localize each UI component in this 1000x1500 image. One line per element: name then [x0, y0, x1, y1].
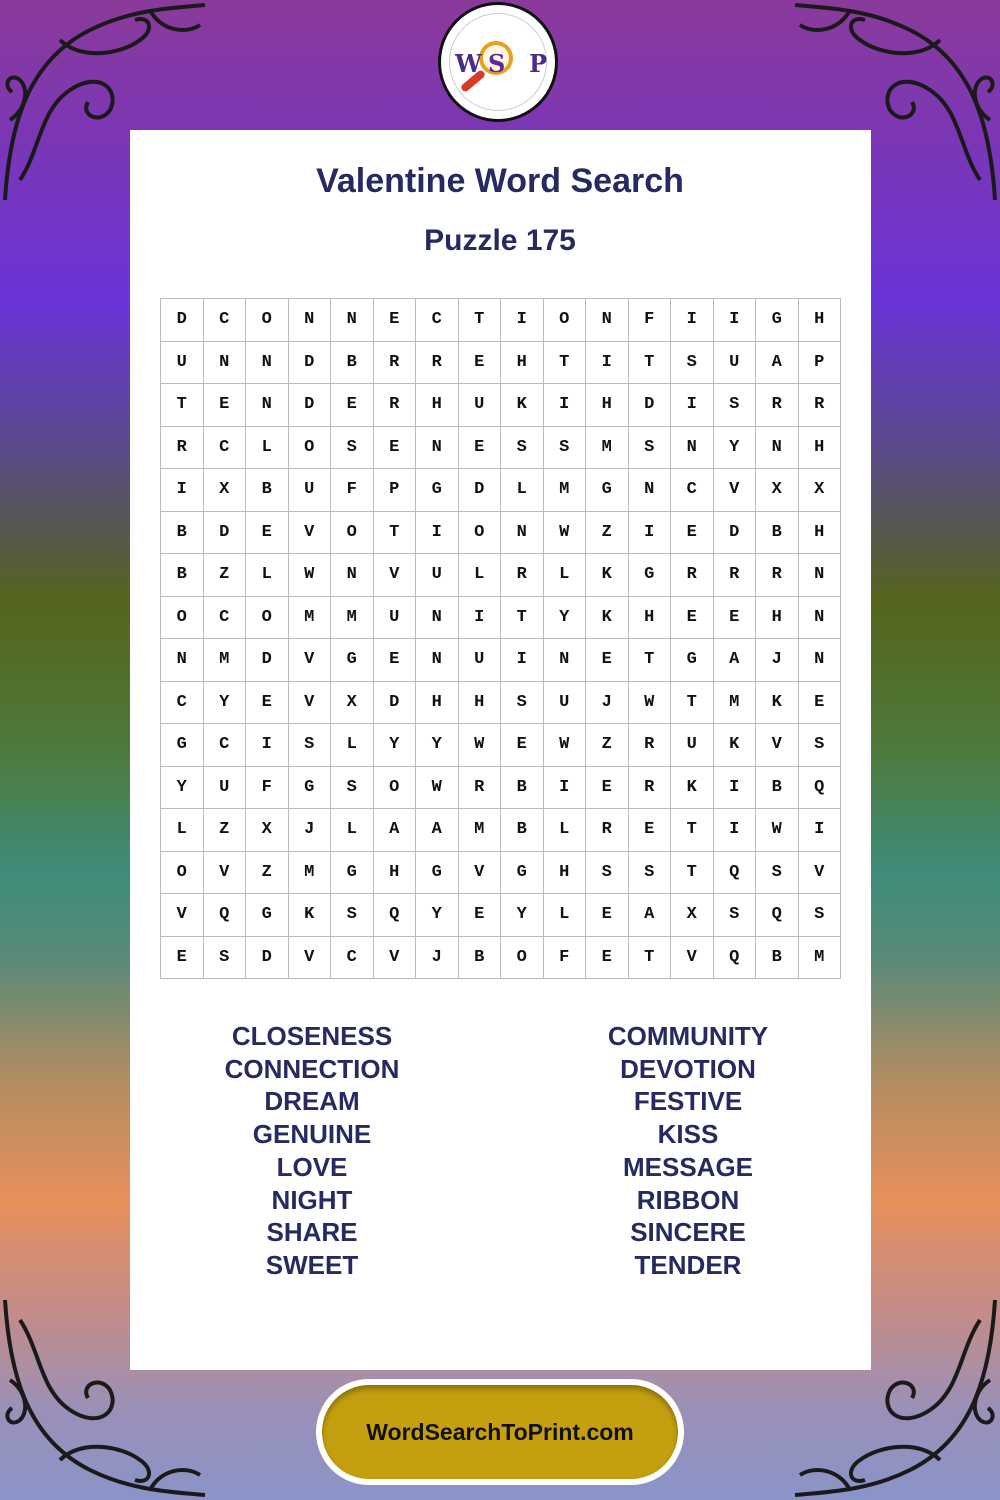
- grid-cell: I: [714, 767, 757, 810]
- grid-cell: H: [799, 427, 842, 470]
- grid-cell: M: [331, 597, 374, 640]
- grid-cell: A: [756, 342, 799, 385]
- grid-cell: H: [416, 384, 459, 427]
- grid-cell: D: [204, 512, 247, 555]
- grid-cell: V: [799, 852, 842, 895]
- word-list-item: MESSAGE: [622, 1151, 754, 1182]
- grid-cell: E: [586, 639, 629, 682]
- grid-cell: R: [501, 554, 544, 597]
- grid-cell: Y: [714, 427, 757, 470]
- grid-cell: L: [544, 554, 587, 597]
- grid-cell: L: [161, 809, 204, 852]
- grid-cell: W: [544, 512, 587, 555]
- grid-cell: I: [161, 469, 204, 512]
- grid-cell: F: [331, 469, 374, 512]
- grid-cell: V: [671, 937, 714, 980]
- grid-cell: N: [331, 299, 374, 342]
- website-button[interactable]: [322, 1385, 678, 1479]
- grid-cell: I: [671, 384, 714, 427]
- grid-cell: V: [374, 937, 417, 980]
- grid-cell: H: [756, 597, 799, 640]
- word-list-item: LOVE: [276, 1151, 348, 1182]
- word-list-item: NIGHT: [271, 1184, 353, 1215]
- grid-cell: Z: [204, 809, 247, 852]
- grid-cell: X: [331, 682, 374, 725]
- grid-cell: V: [289, 937, 332, 980]
- word-list-item: KISS: [657, 1119, 719, 1150]
- grid-cell: H: [629, 597, 672, 640]
- grid-cell: H: [501, 342, 544, 385]
- grid-cell: M: [204, 639, 247, 682]
- grid-cell: G: [246, 894, 289, 937]
- grid-cell: Q: [714, 852, 757, 895]
- grid-cell: I: [586, 342, 629, 385]
- grid-cell: E: [374, 427, 417, 470]
- grid-cell: N: [799, 639, 842, 682]
- grid-cell: R: [714, 554, 757, 597]
- puzzle-number: Puzzle 175: [424, 224, 576, 257]
- grid-cell: R: [756, 554, 799, 597]
- grid-cell: U: [289, 469, 332, 512]
- grid-cell: N: [586, 299, 629, 342]
- grid-cell: T: [671, 852, 714, 895]
- grid-cell: O: [331, 512, 374, 555]
- grid-cell: Q: [204, 894, 247, 937]
- grid-cell: C: [204, 597, 247, 640]
- grid-cell: B: [161, 512, 204, 555]
- grid-cell: K: [501, 384, 544, 427]
- grid-cell: D: [246, 639, 289, 682]
- grid-cell: V: [204, 852, 247, 895]
- grid-cell: O: [161, 852, 204, 895]
- grid-cell: S: [629, 427, 672, 470]
- grid-cell: L: [331, 724, 374, 767]
- grid-cell: R: [756, 384, 799, 427]
- grid-cell: C: [331, 937, 374, 980]
- grid-cell: O: [289, 427, 332, 470]
- grid-cell: D: [161, 299, 204, 342]
- grid-cell: H: [799, 299, 842, 342]
- grid-cell: B: [756, 512, 799, 555]
- grid-cell: T: [161, 384, 204, 427]
- grid-cell: O: [246, 597, 289, 640]
- grid-cell: E: [374, 299, 417, 342]
- grid-cell: E: [459, 427, 502, 470]
- grid-cell: Z: [204, 554, 247, 597]
- logo-letter-w: W: [455, 49, 482, 78]
- grid-cell: L: [459, 554, 502, 597]
- grid-cell: L: [246, 554, 289, 597]
- grid-cell: Y: [416, 894, 459, 937]
- word-list-item: COMMUNITY: [607, 1021, 769, 1051]
- grid-cell: N: [161, 639, 204, 682]
- grid-cell: J: [756, 639, 799, 682]
- grid-cell: Z: [586, 724, 629, 767]
- grid-cell: B: [246, 469, 289, 512]
- grid-cell: W: [416, 767, 459, 810]
- grid-cell: E: [586, 767, 629, 810]
- grid-cell: V: [714, 469, 757, 512]
- grid-cell: R: [799, 384, 842, 427]
- grid-cell: C: [204, 724, 247, 767]
- grid-cell: L: [501, 469, 544, 512]
- grid-cell: T: [501, 597, 544, 640]
- grid-cell: D: [289, 384, 332, 427]
- grid-cell: Y: [204, 682, 247, 725]
- grid-cell: B: [756, 767, 799, 810]
- grid-cell: I: [799, 809, 842, 852]
- grid-cell: C: [671, 469, 714, 512]
- grid-cell: N: [246, 384, 289, 427]
- grid-cell: G: [416, 852, 459, 895]
- grid-cell: P: [374, 469, 417, 512]
- grid-cell: C: [204, 299, 247, 342]
- grid-cell: R: [671, 554, 714, 597]
- grid-cell: B: [756, 937, 799, 980]
- grid-cell: V: [289, 682, 332, 725]
- grid-cell: O: [459, 512, 502, 555]
- grid-cell: G: [629, 554, 672, 597]
- grid-cell: I: [544, 767, 587, 810]
- grid-cell: I: [714, 809, 757, 852]
- grid-cell: S: [331, 894, 374, 937]
- grid-cell: C: [204, 427, 247, 470]
- grid-cell: T: [671, 682, 714, 725]
- grid-cell: X: [246, 809, 289, 852]
- grid-cell: Z: [586, 512, 629, 555]
- grid-cell: G: [161, 724, 204, 767]
- grid-cell: H: [416, 682, 459, 725]
- word-list-item: FESTIVE: [633, 1086, 743, 1117]
- grid-cell: S: [544, 427, 587, 470]
- grid-cell: M: [586, 427, 629, 470]
- grid-cell: E: [374, 639, 417, 682]
- logo-letter-p: P: [529, 49, 548, 78]
- grid-cell: D: [714, 512, 757, 555]
- grid-cell: N: [799, 554, 842, 597]
- grid-cell: N: [629, 469, 672, 512]
- grid-cell: V: [756, 724, 799, 767]
- grid-cell: X: [671, 894, 714, 937]
- grid-cell: J: [586, 682, 629, 725]
- word-list-item: DEVOTION: [620, 1053, 756, 1084]
- grid-cell: S: [501, 427, 544, 470]
- grid-cell: T: [544, 342, 587, 385]
- grid-cell: S: [799, 894, 842, 937]
- grid-cell: W: [289, 554, 332, 597]
- grid-cell: K: [671, 767, 714, 810]
- grid-cell: I: [501, 639, 544, 682]
- grid-cell: A: [374, 809, 417, 852]
- grid-cell: N: [544, 639, 587, 682]
- grid-cell: B: [501, 809, 544, 852]
- word-list-item: GENUINE: [252, 1119, 372, 1150]
- grid-cell: Z: [246, 852, 289, 895]
- grid-cell: H: [544, 852, 587, 895]
- grid-cell: E: [586, 894, 629, 937]
- grid-cell: M: [289, 597, 332, 640]
- grid-cell: G: [756, 299, 799, 342]
- grid-cell: E: [161, 937, 204, 980]
- grid-cell: I: [714, 299, 757, 342]
- grid-cell: V: [289, 639, 332, 682]
- grid-cell: G: [331, 639, 374, 682]
- grid-cell: R: [161, 427, 204, 470]
- grid-cell: O: [161, 597, 204, 640]
- grid-cell: E: [204, 384, 247, 427]
- grid-cell: N: [501, 512, 544, 555]
- word-list-item: SHARE: [266, 1217, 358, 1248]
- grid-cell: E: [459, 894, 502, 937]
- grid-cell: I: [544, 384, 587, 427]
- grid-cell: T: [629, 342, 672, 385]
- grid-cell: E: [459, 342, 502, 385]
- grid-cell: R: [459, 767, 502, 810]
- grid-cell: V: [459, 852, 502, 895]
- page-title: Valentine Word Search: [316, 162, 684, 200]
- grid-cell: D: [629, 384, 672, 427]
- grid-cell: C: [161, 682, 204, 725]
- grid-cell: E: [671, 512, 714, 555]
- word-list-item: SINCERE: [630, 1217, 746, 1248]
- grid-cell: O: [374, 767, 417, 810]
- grid-cell: G: [501, 852, 544, 895]
- grid-cell: M: [544, 469, 587, 512]
- grid-cell: I: [459, 597, 502, 640]
- grid-cell: B: [331, 342, 374, 385]
- grid-cell: H: [459, 682, 502, 725]
- grid-cell: Y: [161, 767, 204, 810]
- grid-cell: H: [799, 512, 842, 555]
- grid-cell: D: [289, 342, 332, 385]
- grid-cell: E: [246, 512, 289, 555]
- grid-cell: H: [374, 852, 417, 895]
- grid-cell: V: [161, 894, 204, 937]
- grid-cell: X: [799, 469, 842, 512]
- word-list-item: RIBBON: [636, 1184, 740, 1215]
- grid-cell: I: [246, 724, 289, 767]
- grid-cell: B: [459, 937, 502, 980]
- grid-cell: B: [501, 767, 544, 810]
- grid-cell: M: [714, 682, 757, 725]
- grid-cell: K: [289, 894, 332, 937]
- grid-cell: R: [374, 384, 417, 427]
- grid-cell: P: [799, 342, 842, 385]
- grid-cell: R: [629, 724, 672, 767]
- grid-cell: F: [246, 767, 289, 810]
- grid-cell: J: [416, 937, 459, 980]
- grid-cell: I: [671, 299, 714, 342]
- grid-cell: U: [671, 724, 714, 767]
- grid-cell: N: [671, 427, 714, 470]
- grid-cell: Y: [374, 724, 417, 767]
- grid-cell: U: [204, 767, 247, 810]
- grid-cell: A: [629, 894, 672, 937]
- grid-cell: U: [416, 554, 459, 597]
- grid-cell: D: [374, 682, 417, 725]
- grid-cell: Q: [714, 937, 757, 980]
- grid-cell: R: [374, 342, 417, 385]
- grid-cell: J: [289, 809, 332, 852]
- logo-letter-s: S: [488, 49, 506, 78]
- grid-cell: E: [671, 597, 714, 640]
- grid-cell: N: [756, 427, 799, 470]
- grid-cell: V: [374, 554, 417, 597]
- grid-cell: G: [289, 767, 332, 810]
- grid-cell: R: [416, 342, 459, 385]
- grid-cell: R: [629, 767, 672, 810]
- wsp-logo: [438, 2, 558, 122]
- grid-cell: E: [501, 724, 544, 767]
- grid-cell: M: [799, 937, 842, 980]
- word-list-right: [508, 1020, 868, 1282]
- grid-cell: I: [501, 299, 544, 342]
- grid-cell: O: [501, 937, 544, 980]
- grid-cell: R: [586, 809, 629, 852]
- grid-cell: T: [374, 512, 417, 555]
- grid-cell: E: [714, 597, 757, 640]
- grid-cell: S: [629, 852, 672, 895]
- word-list-item: TENDER: [634, 1249, 742, 1280]
- letter-grid: [160, 298, 841, 979]
- grid-cell: C: [416, 299, 459, 342]
- grid-cell: X: [204, 469, 247, 512]
- grid-cell: N: [416, 639, 459, 682]
- word-list-left: [132, 1020, 492, 1282]
- grid-cell: G: [586, 469, 629, 512]
- grid-cell: Y: [544, 597, 587, 640]
- grid-cell: S: [204, 937, 247, 980]
- grid-cell: Q: [756, 894, 799, 937]
- grid-cell: S: [331, 767, 374, 810]
- grid-cell: I: [416, 512, 459, 555]
- grid-cell: S: [799, 724, 842, 767]
- grid-cell: T: [459, 299, 502, 342]
- grid-cell: S: [331, 427, 374, 470]
- grid-cell: S: [714, 384, 757, 427]
- grid-cell: N: [416, 597, 459, 640]
- grid-cell: G: [671, 639, 714, 682]
- grid-cell: Y: [416, 724, 459, 767]
- grid-cell: M: [459, 809, 502, 852]
- grid-cell: U: [459, 384, 502, 427]
- word-list-item: DREAM: [264, 1086, 360, 1117]
- word-list-item: SWEET: [265, 1249, 359, 1280]
- grid-cell: E: [586, 937, 629, 980]
- grid-cell: A: [714, 639, 757, 682]
- grid-cell: Q: [374, 894, 417, 937]
- grid-cell: L: [544, 809, 587, 852]
- grid-cell: N: [416, 427, 459, 470]
- grid-cell: H: [586, 384, 629, 427]
- grid-cell: U: [374, 597, 417, 640]
- grid-cell: O: [246, 299, 289, 342]
- grid-cell: S: [501, 682, 544, 725]
- grid-cell: I: [629, 512, 672, 555]
- grid-cell: N: [331, 554, 374, 597]
- grid-cell: G: [331, 852, 374, 895]
- word-list-item: CONNECTION: [224, 1053, 400, 1084]
- grid-cell: Q: [799, 767, 842, 810]
- grid-cell: O: [544, 299, 587, 342]
- grid-cell: W: [544, 724, 587, 767]
- grid-cell: L: [331, 809, 374, 852]
- grid-cell: S: [756, 852, 799, 895]
- grid-cell: W: [629, 682, 672, 725]
- grid-cell: X: [756, 469, 799, 512]
- grid-cell: D: [246, 937, 289, 980]
- grid-cell: K: [586, 554, 629, 597]
- grid-cell: N: [204, 342, 247, 385]
- grid-cell: E: [799, 682, 842, 725]
- grid-cell: K: [714, 724, 757, 767]
- grid-cell: G: [416, 469, 459, 512]
- grid-cell: S: [714, 894, 757, 937]
- website-label: WordSearchToPrint.com: [366, 1418, 634, 1445]
- grid-cell: E: [246, 682, 289, 725]
- grid-cell: N: [289, 299, 332, 342]
- grid-cell: D: [459, 469, 502, 512]
- grid-cell: A: [416, 809, 459, 852]
- grid-cell: M: [289, 852, 332, 895]
- grid-cell: S: [586, 852, 629, 895]
- grid-cell: T: [671, 809, 714, 852]
- grid-cell: T: [629, 937, 672, 980]
- grid-cell: S: [671, 342, 714, 385]
- word-list-item: CLOSENESS: [231, 1021, 393, 1051]
- grid-cell: N: [246, 342, 289, 385]
- grid-cell: Y: [501, 894, 544, 937]
- grid-cell: K: [586, 597, 629, 640]
- grid-cell: S: [289, 724, 332, 767]
- grid-cell: K: [756, 682, 799, 725]
- grid-cell: V: [289, 512, 332, 555]
- grid-cell: E: [629, 809, 672, 852]
- grid-cell: W: [459, 724, 502, 767]
- grid-cell: T: [629, 639, 672, 682]
- grid-cell: U: [459, 639, 502, 682]
- grid-cell: N: [799, 597, 842, 640]
- grid-cell: U: [544, 682, 587, 725]
- grid-cell: U: [161, 342, 204, 385]
- grid-cell: U: [714, 342, 757, 385]
- grid-cell: L: [544, 894, 587, 937]
- grid-cell: L: [246, 427, 289, 470]
- grid-cell: F: [629, 299, 672, 342]
- grid-cell: B: [161, 554, 204, 597]
- grid-cell: E: [331, 384, 374, 427]
- grid-cell: F: [544, 937, 587, 980]
- grid-cell: W: [756, 809, 799, 852]
